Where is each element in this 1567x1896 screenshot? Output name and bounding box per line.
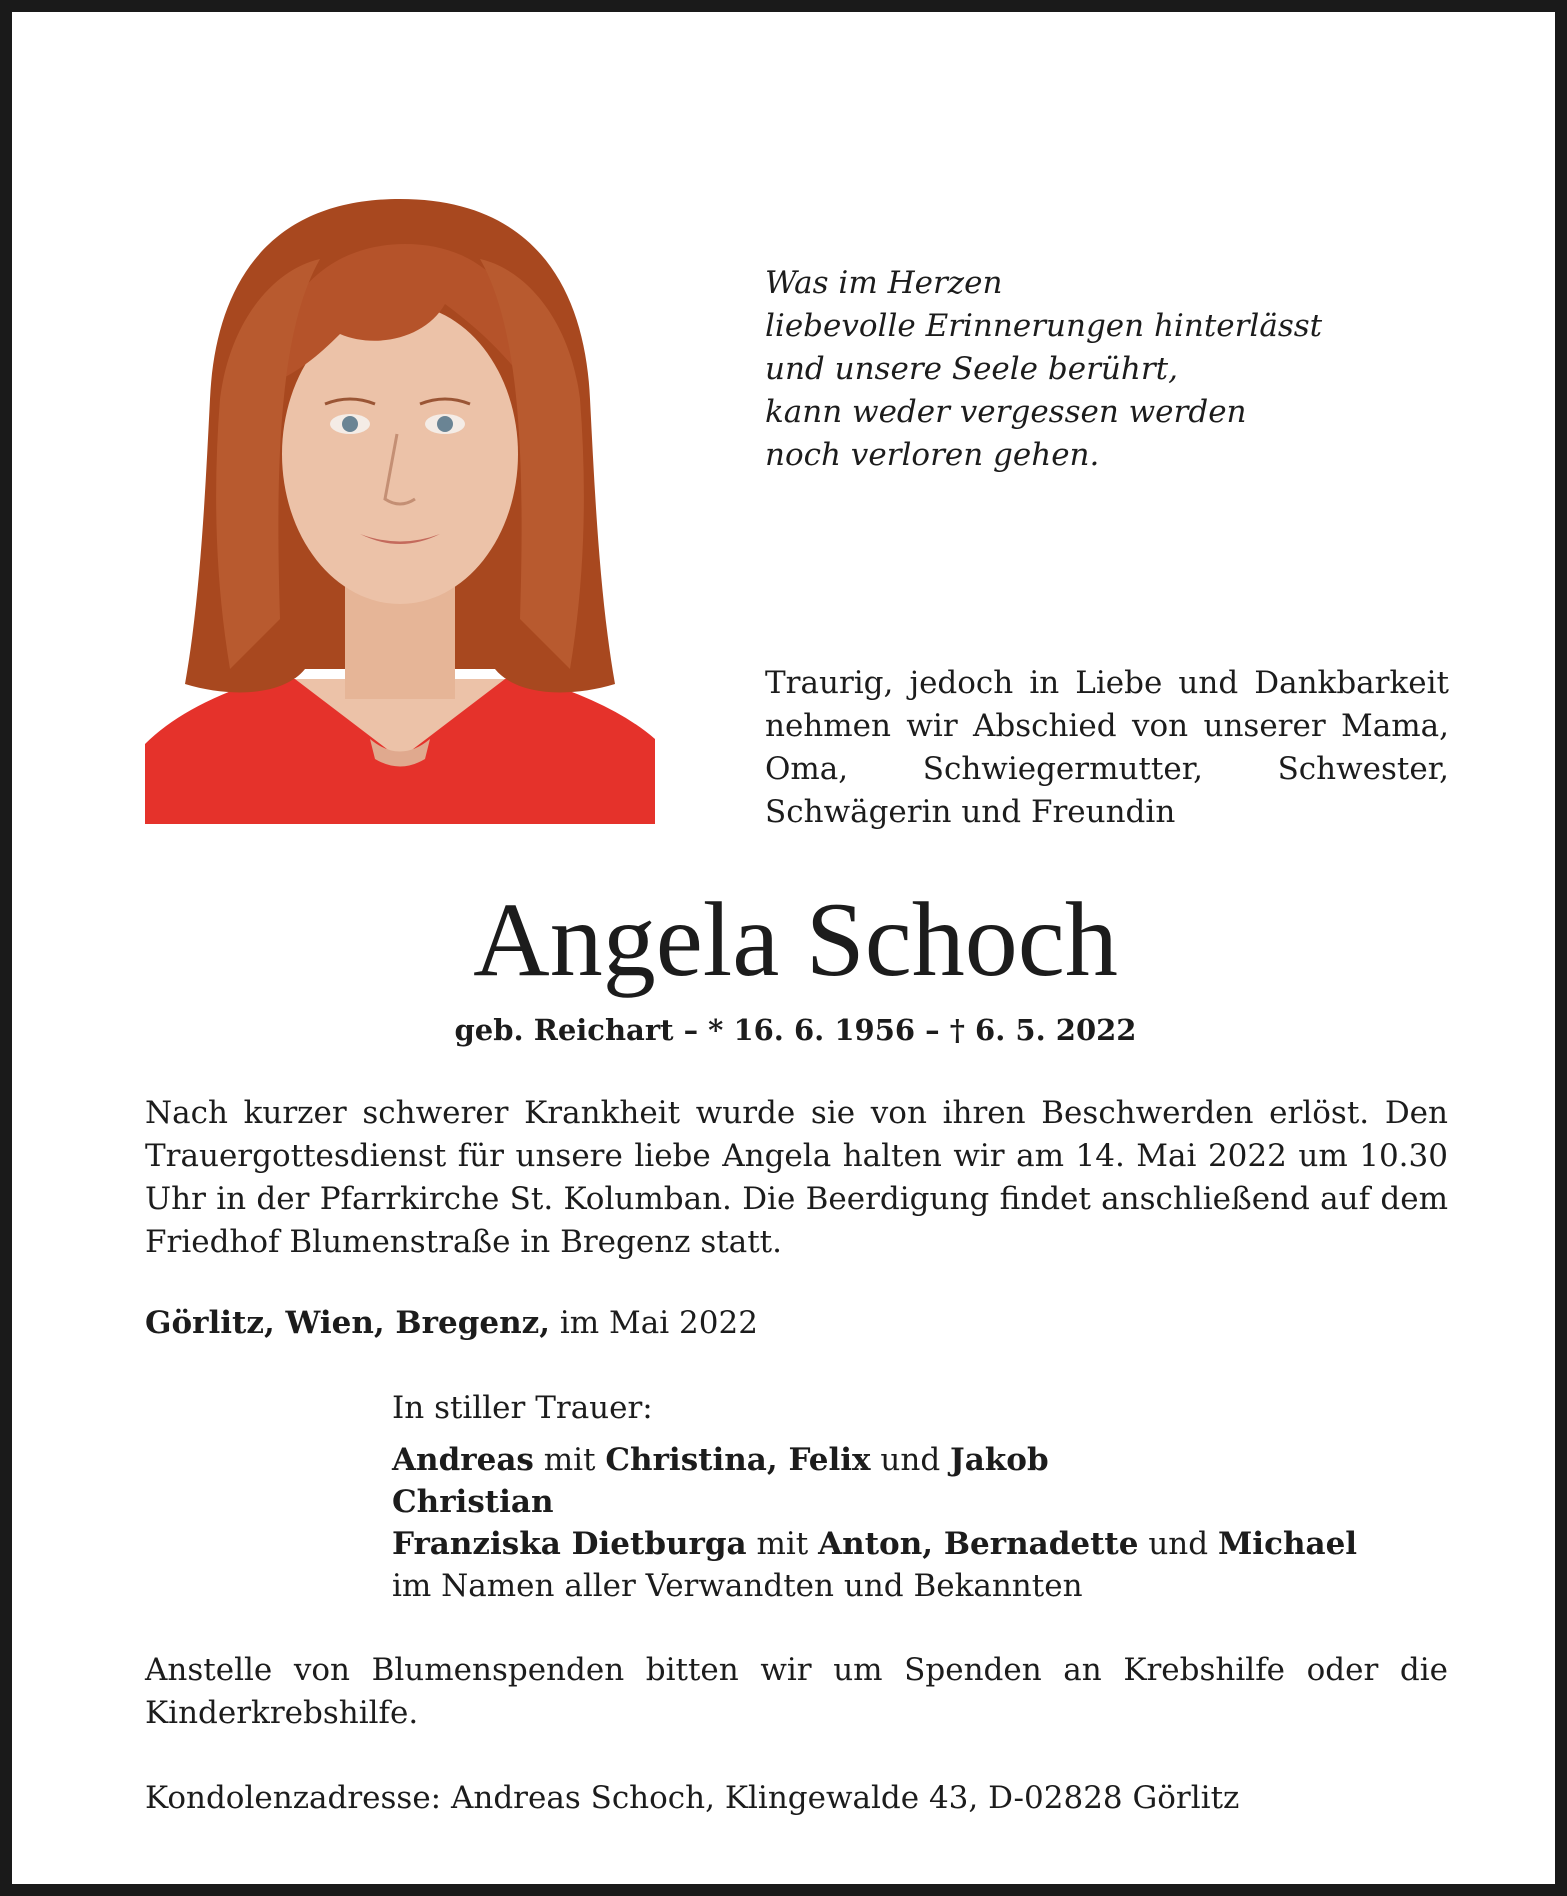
donation-request: Anstelle von Blumenspenden bitten wir um Spenden an Krebshilfe oder die Kinderkrebshilfe.	[145, 1652, 1448, 1731]
connector-word: und	[1148, 1526, 1209, 1562]
mourner-name: Franziska Dietburga	[392, 1526, 747, 1562]
condolence-address: Kondolenzadresse: Andreas Schoch, Klingewalde 43, D-02828 Görlitz	[145, 1780, 1240, 1816]
place-cities: Görlitz, Wien, Bregenz,	[145, 1305, 551, 1341]
place-date: im Mai 2022	[559, 1305, 758, 1341]
connector-word: und	[880, 1442, 941, 1478]
poem-line: noch verloren gehen.	[765, 437, 1100, 473]
poem-line: Was im Herzen	[765, 265, 1003, 301]
mourner-line	[392, 1481, 1357, 1523]
mourners-list	[392, 1387, 1357, 1607]
mourner-name: Jakob	[950, 1442, 1049, 1478]
mourners-closing: im Namen aller Verwandten und Bekannten	[392, 1568, 1083, 1604]
mourner-name: Christina, Felix	[605, 1442, 871, 1478]
poem-line: kann weder vergessen werden	[765, 394, 1247, 430]
farewell-intro: Traurig, jedoch in Liebe und Dankbarkeit nehmen wir Abschied von unserer Mama, Oma, Schwiegermutter, Schwester, Schwägerin und Freundin	[765, 665, 1449, 830]
poem-line: liebevolle Erinnerungen hinterlässt	[765, 308, 1323, 344]
mourner-name: Michael	[1217, 1526, 1358, 1562]
portrait-photo	[145, 199, 655, 824]
deceased-name: Angela Schoch	[473, 881, 1118, 998]
mourner-name: Andreas	[392, 1442, 534, 1478]
mourner-name: Anton, Bernadette	[818, 1526, 1139, 1562]
memorial-poem	[765, 262, 1445, 477]
mourner-line	[392, 1439, 1357, 1481]
mourners-heading: In stiller Trauer:	[392, 1390, 653, 1426]
funeral-notice: Nach kurzer schwerer Krankheit wurde sie von ihren Beschwerden erlöst. Den Trauergottesdienst für unsere liebe Angela halten wir am 14. Mai 2022 um 10.30 Uhr in der Pfarrkirche St. Kolumban. Die Beerdigung findet anschließend auf dem Friedhof Blumenstraße in Bregenz statt.	[145, 1095, 1448, 1260]
connector-word: mit	[543, 1442, 596, 1478]
place-and-date	[145, 1302, 758, 1345]
mourner-line	[392, 1523, 1357, 1565]
mourner-name: Christian	[392, 1484, 554, 1520]
life-dates: geb. Reichart – * 16. 6. 1956 – † 6. 5. 2022	[454, 1013, 1137, 1047]
connector-word: mit	[756, 1526, 809, 1562]
poem-line: und unsere Seele berührt,	[765, 351, 1178, 387]
